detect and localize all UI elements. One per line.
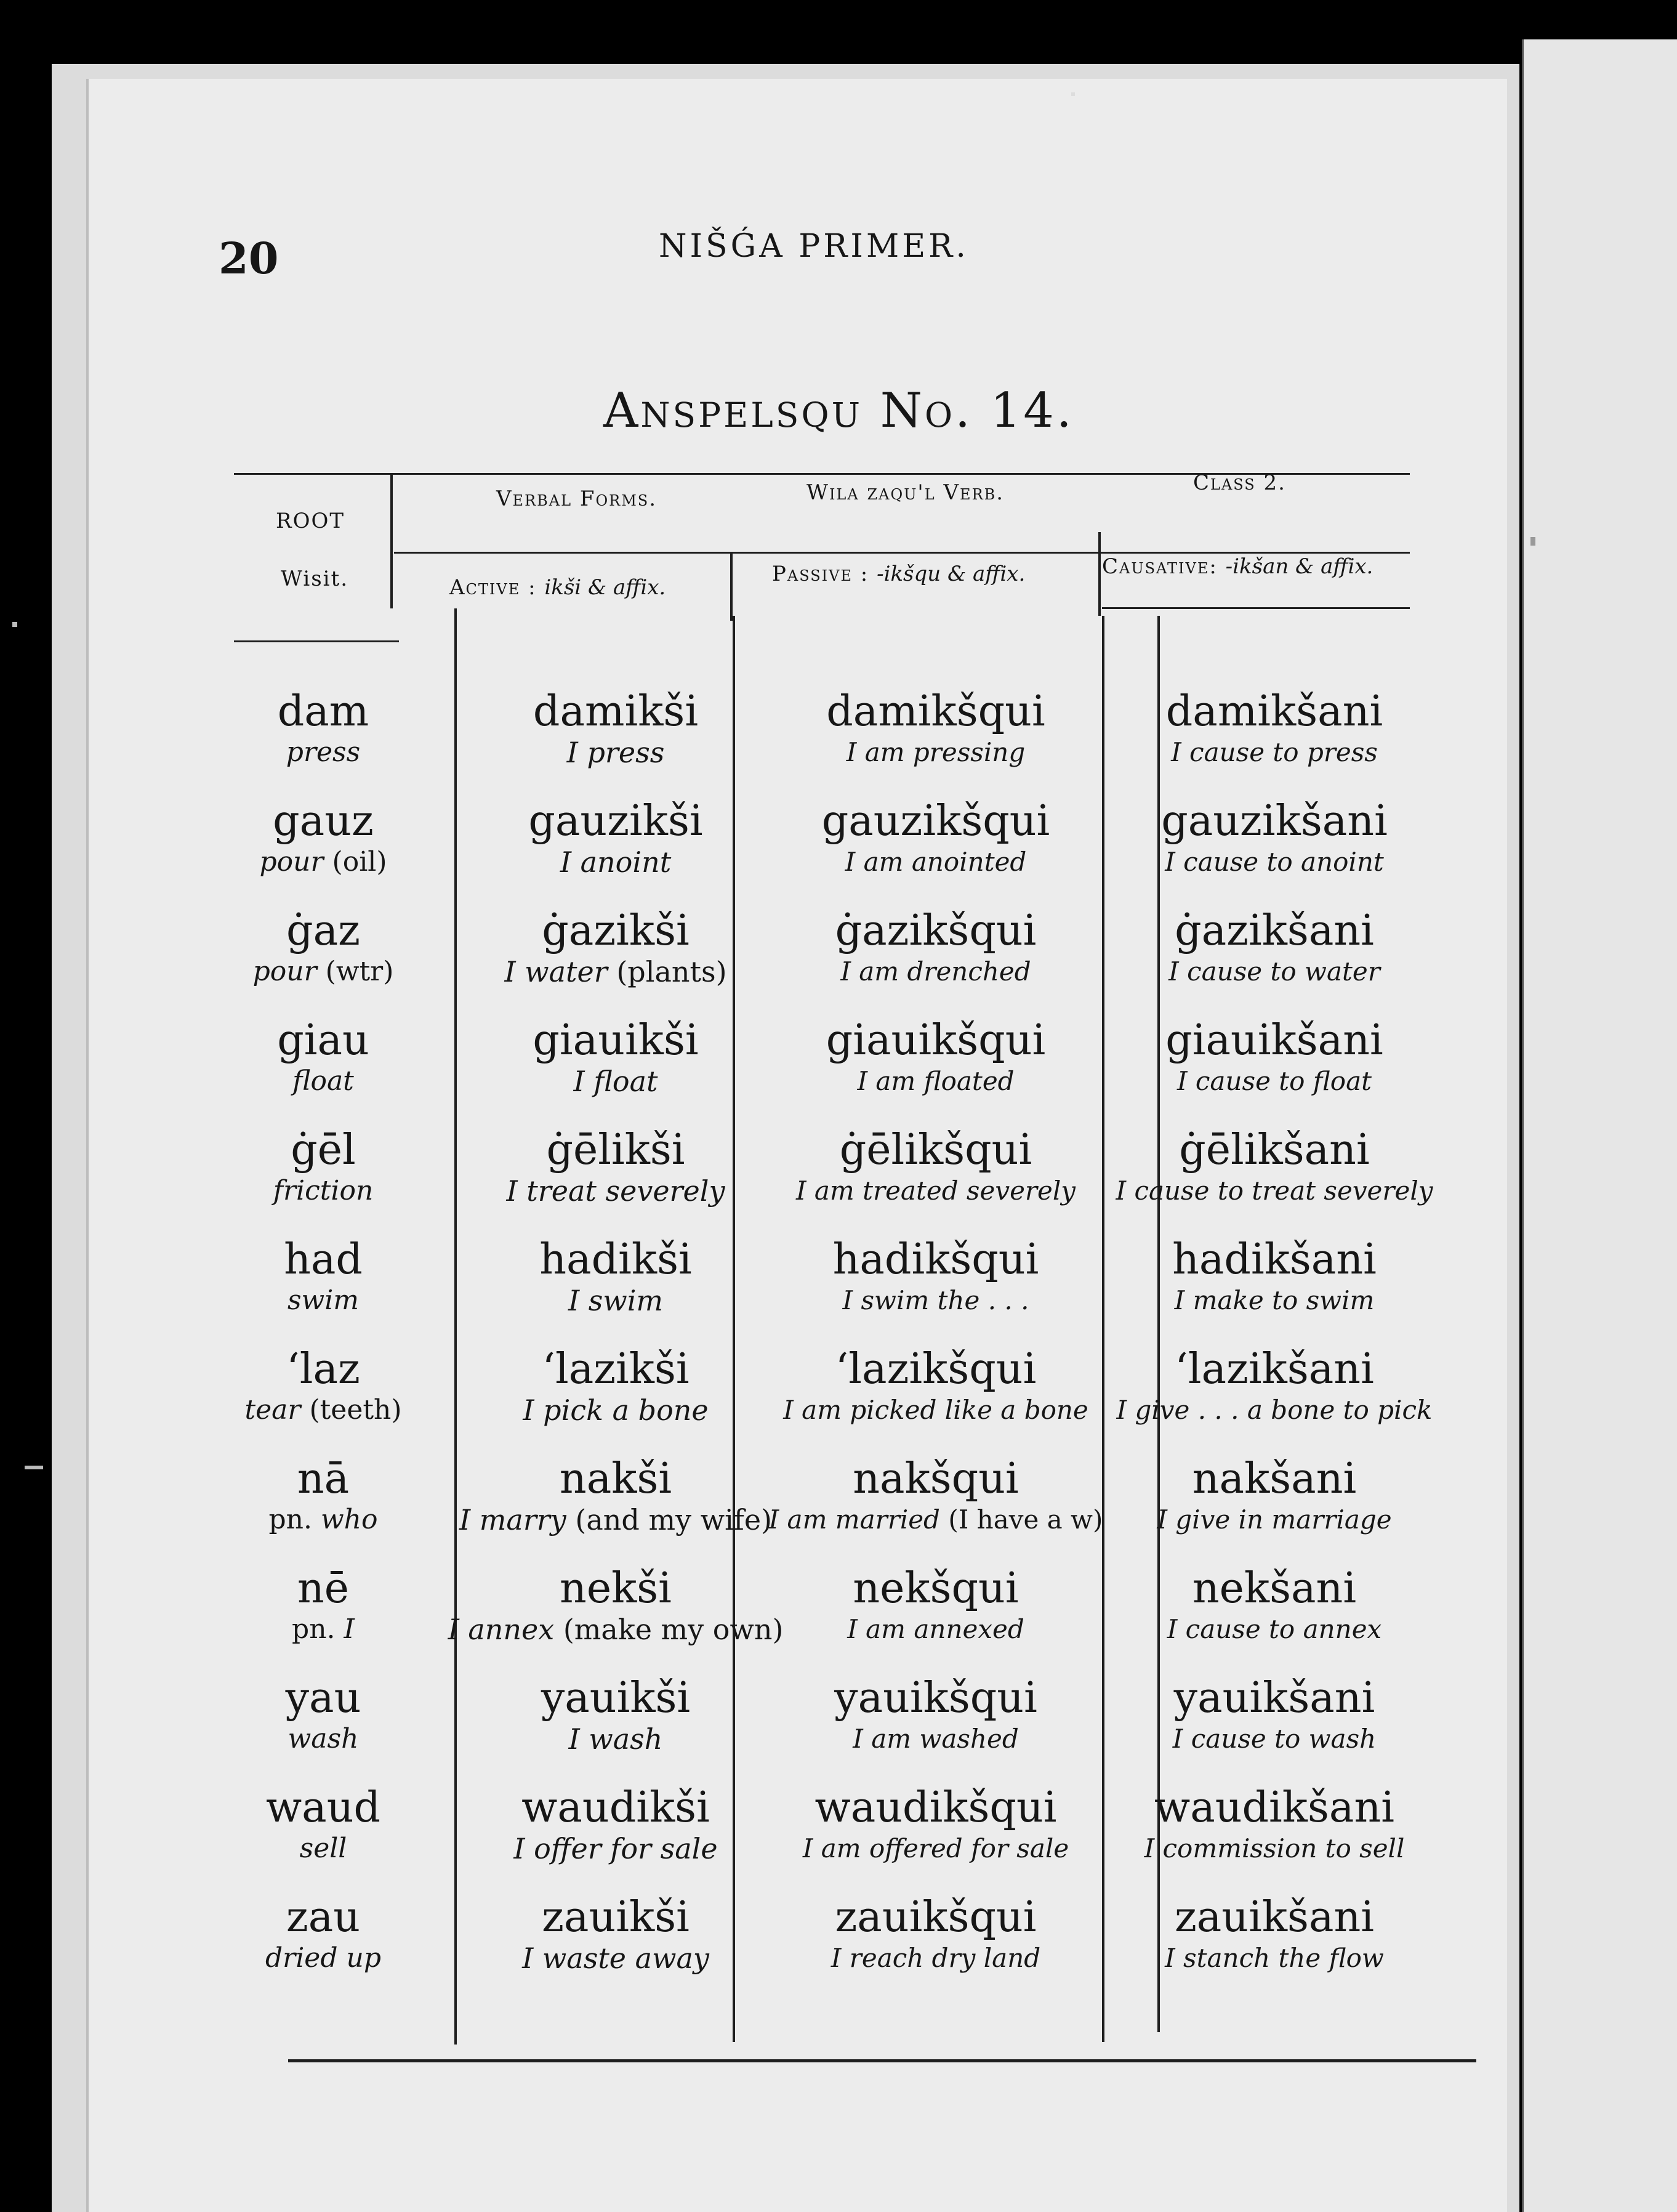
- causative-cell: [1090, 798, 1459, 879]
- passive-cell: [739, 1127, 1133, 1208]
- causative-cell: [1090, 1456, 1459, 1537]
- causative-word: nekšani: [1192, 1564, 1357, 1613]
- root-gloss-text: who: [321, 1504, 378, 1535]
- passive-word: ʻlazikšqui: [835, 1345, 1037, 1394]
- root-gloss: [234, 735, 412, 770]
- header-divider-passive: [1098, 532, 1101, 616]
- causative-word: hadikšani: [1172, 1235, 1377, 1284]
- passive-gloss: [739, 1831, 1133, 1866]
- active-gloss-text: I annex: [448, 1613, 555, 1646]
- active-gloss-text: I wash: [568, 1722, 663, 1756]
- root-word: zau: [286, 1893, 361, 1942]
- passive-cell: [739, 688, 1133, 770]
- root-gloss-text: pour: [259, 846, 324, 878]
- root-gloss-text: swim: [287, 1285, 360, 1316]
- passive-gloss: [739, 1503, 1133, 1537]
- passive-gloss-text: I am anointed: [845, 847, 1027, 877]
- causative-gloss: [1090, 955, 1459, 989]
- causative-cell: [1090, 908, 1459, 989]
- header-passive-affix: -ikšqu & affix.: [877, 562, 1026, 586]
- root-gloss-text: press: [286, 737, 361, 768]
- active-gloss: [443, 845, 788, 879]
- lesson-title: Anspelsqu No. 14.: [603, 383, 1074, 438]
- causative-word: damikšani: [1165, 687, 1383, 736]
- active-cell: [443, 1127, 788, 1208]
- causative-word: waudikšani: [1154, 1783, 1394, 1832]
- page-number: 20: [219, 233, 279, 284]
- causative-gloss: [1090, 1722, 1459, 1756]
- active-gloss-text: I treat severely: [506, 1174, 725, 1208]
- root-cell: [234, 1346, 412, 1427]
- scan-speck: [1071, 92, 1075, 96]
- causative-gloss: [1090, 1174, 1459, 1208]
- active-word: hadikši: [539, 1235, 692, 1284]
- passive-gloss: [739, 1174, 1133, 1208]
- passive-word: yauikšqui: [834, 1674, 1037, 1722]
- passive-gloss: [739, 735, 1133, 770]
- header-mid-rule: [394, 552, 1410, 554]
- header-root: ROOT: [276, 509, 345, 533]
- passive-word: waudikšqui: [814, 1783, 1057, 1832]
- passive-cell: [739, 798, 1133, 879]
- active-gloss-text: I water: [504, 955, 608, 988]
- active-word: nekši: [560, 1564, 672, 1613]
- passive-cell: [739, 1017, 1133, 1099]
- header-wila: Wila zaqu'l Verb.: [806, 480, 1005, 505]
- causative-gloss-text: I commission to sell: [1144, 1833, 1405, 1863]
- passive-word: nakšqui: [853, 1455, 1019, 1503]
- active-word: zauikši: [542, 1893, 690, 1942]
- root-gloss: [234, 1612, 412, 1647]
- root-cell: [234, 1565, 412, 1647]
- passive-cell: [739, 1346, 1133, 1427]
- passive-cell: [739, 1894, 1133, 1976]
- root-word: ġēl: [291, 1126, 356, 1174]
- passive-gloss-text: I am drenched: [840, 956, 1031, 987]
- root-gloss-text: friction: [273, 1175, 374, 1206]
- root-gloss-text: I: [344, 1613, 355, 1645]
- causative-gloss-text: I stanch the flow: [1165, 1943, 1384, 1973]
- passive-gloss: [739, 845, 1133, 879]
- active-word: ġazikši: [542, 906, 690, 955]
- causative-gloss-text: I cause to press: [1171, 737, 1378, 767]
- header-causative-affix: -ikšan & affix.: [1225, 554, 1373, 579]
- root-cell: [234, 908, 412, 989]
- passive-gloss: [739, 1722, 1133, 1756]
- active-gloss-text: I marry: [459, 1503, 566, 1536]
- causative-gloss: [1090, 1503, 1459, 1537]
- active-cell: [443, 1565, 788, 1647]
- root-gloss: [234, 1393, 412, 1427]
- causative-gloss-text: I cause to anoint: [1165, 847, 1384, 877]
- header-root-sub: Wisit.: [281, 567, 349, 591]
- passive-word: ġēlikšqui: [839, 1126, 1032, 1174]
- active-gloss: [443, 1283, 788, 1318]
- header-causative: [1102, 554, 1373, 579]
- root-gloss: [234, 1722, 412, 1756]
- header-active-label: Active :: [449, 575, 537, 600]
- passive-cell: [739, 1785, 1133, 1866]
- root-gloss: [234, 955, 412, 989]
- causative-gloss-text: I give in marriage: [1157, 1504, 1392, 1535]
- passive-word: nekšqui: [853, 1564, 1019, 1613]
- passive-gloss-text: I am annexed: [847, 1614, 1024, 1644]
- passive-word: hadikšqui: [832, 1235, 1039, 1284]
- passive-word: zauikšqui: [835, 1893, 1037, 1942]
- active-gloss: [443, 1831, 788, 1866]
- passive-word: damikšqui: [826, 687, 1045, 736]
- root-gloss-text: tear: [244, 1394, 301, 1426]
- causative-gloss-text: I cause to float: [1176, 1066, 1372, 1096]
- passive-gloss-text: I am pressing: [846, 737, 1026, 767]
- root-gloss: [234, 1503, 412, 1537]
- active-word: yauikši: [541, 1674, 691, 1722]
- root-word: had: [284, 1235, 363, 1284]
- causative-cell: [1090, 688, 1459, 770]
- header-passive-label: Passive :: [772, 562, 869, 586]
- header-divider-root: [390, 473, 393, 608]
- header-divider-active: [730, 552, 733, 621]
- passive-gloss-text: I am floated: [857, 1066, 1015, 1096]
- root-word: ʻlaz: [286, 1345, 360, 1394]
- header-causative-rule: [1102, 607, 1410, 609]
- root-cell: [234, 688, 412, 770]
- passive-gloss: [739, 1393, 1133, 1427]
- root-word: gauz: [273, 797, 374, 846]
- causative-cell: [1090, 1894, 1459, 1976]
- root-word: waud: [265, 1783, 381, 1832]
- passive-word: gauzikšqui: [821, 797, 1050, 846]
- active-gloss: [443, 1393, 788, 1427]
- facing-page-edge: [1522, 39, 1677, 2212]
- active-gloss: [443, 1941, 788, 1976]
- active-cell: [443, 1785, 788, 1866]
- passive-word: ġazikšqui: [835, 906, 1037, 955]
- passive-gloss-text: I am picked like a bone: [783, 1395, 1088, 1425]
- root-cell: [234, 1894, 412, 1976]
- root-gloss-text: wash: [288, 1723, 359, 1754]
- active-gloss-text: I offer for sale: [513, 1832, 718, 1865]
- root-cell: [234, 1127, 412, 1208]
- active-word: nakši: [559, 1455, 672, 1503]
- root-gloss-extra: pn.: [268, 1504, 312, 1535]
- passive-gloss: [739, 955, 1133, 989]
- root-gloss: [234, 1941, 412, 1976]
- root-gloss-text: pour: [252, 956, 317, 987]
- causative-gloss: [1090, 1831, 1459, 1866]
- root-gloss: [234, 1283, 412, 1318]
- root-word: giau: [277, 1016, 369, 1065]
- root-cell: [234, 1017, 412, 1099]
- passive-gloss: [739, 1941, 1133, 1976]
- causative-gloss: [1090, 1393, 1459, 1427]
- causative-gloss-text: I give . . . a bone to pick: [1116, 1395, 1433, 1425]
- causative-word: nakšani: [1192, 1455, 1357, 1503]
- active-cell: [443, 1017, 788, 1099]
- passive-cell: [739, 1237, 1133, 1318]
- table-bottom-rule: [288, 2059, 1476, 2062]
- causative-gloss: [1090, 1283, 1459, 1318]
- causative-gloss-text: I cause to annex: [1167, 1614, 1382, 1644]
- causative-gloss: [1090, 1064, 1459, 1099]
- passive-gloss-text: I swim the . . .: [842, 1285, 1029, 1315]
- header-active: [449, 575, 666, 600]
- causative-cell: [1090, 1237, 1459, 1318]
- active-word: ġēlikši: [546, 1126, 685, 1174]
- root-cell: [234, 1675, 412, 1756]
- causative-cell: [1090, 1565, 1459, 1647]
- root-gloss: [234, 1064, 412, 1099]
- root-gloss: [234, 1174, 412, 1208]
- active-gloss: [443, 1612, 788, 1647]
- active-gloss-text: I waste away: [522, 1942, 709, 1975]
- active-gloss: [443, 1174, 788, 1208]
- causative-word: ġēlikšani: [1179, 1126, 1370, 1174]
- active-cell: [443, 798, 788, 879]
- causative-cell: [1090, 1346, 1459, 1427]
- root-gloss-text: float: [292, 1065, 354, 1097]
- scan-speck: [1530, 537, 1535, 546]
- active-cell: [443, 1456, 788, 1537]
- causative-word: ʻlazikšani: [1175, 1345, 1374, 1394]
- causative-gloss-text: I cause to wash: [1172, 1724, 1377, 1754]
- passive-gloss-text: I am washed: [853, 1724, 1019, 1754]
- causative-gloss: [1090, 845, 1459, 879]
- passive-gloss-text: I am treated severely: [795, 1176, 1076, 1206]
- causative-gloss-text: I make to swim: [1174, 1285, 1375, 1315]
- root-cell: [234, 798, 412, 879]
- running-head: NIŠǴA PRIMER.: [659, 228, 969, 265]
- root-gloss-extra: (teeth): [309, 1394, 402, 1426]
- root-gloss-text: dried up: [265, 1942, 381, 1974]
- header-root-rule: [234, 640, 399, 642]
- root-word: ġaz: [286, 906, 360, 955]
- causative-gloss-text: I cause to water: [1168, 956, 1380, 987]
- active-gloss: [443, 1064, 788, 1099]
- header-verbal-forms: Verbal Forms.: [496, 486, 658, 511]
- causative-gloss: [1090, 735, 1459, 770]
- passive-word: giauikšqui: [826, 1016, 1046, 1065]
- passive-gloss-text: I am offered for sale: [802, 1833, 1069, 1863]
- causative-word: ġazikšani: [1175, 906, 1374, 955]
- active-gloss-text: I press: [566, 736, 665, 769]
- active-cell: [443, 1894, 788, 1976]
- root-gloss: [234, 845, 412, 879]
- header-active-affix: ikši & affix.: [544, 575, 666, 600]
- scan-speck: [25, 1466, 43, 1469]
- active-gloss-extra: (plants): [616, 955, 727, 988]
- root-word: nē: [297, 1564, 350, 1613]
- active-cell: [443, 908, 788, 989]
- causative-cell: [1090, 1127, 1459, 1208]
- root-gloss: [234, 1831, 412, 1866]
- passive-gloss-extra: (I have a w): [948, 1504, 1103, 1535]
- passive-cell: [739, 1456, 1133, 1537]
- passive-cell: [739, 908, 1133, 989]
- active-gloss: [443, 735, 788, 770]
- causative-cell: [1090, 1675, 1459, 1756]
- causative-gloss: [1090, 1941, 1459, 1976]
- root-word: nā: [297, 1455, 350, 1503]
- causative-gloss-text: I cause to treat severely: [1116, 1176, 1433, 1206]
- root-word: dam: [277, 687, 369, 736]
- causative-word: yauikšani: [1173, 1674, 1375, 1722]
- passive-cell: [739, 1675, 1133, 1756]
- root-gloss-extra: (oil): [332, 846, 387, 878]
- scan-speck: [12, 622, 17, 627]
- active-gloss-text: I float: [573, 1065, 658, 1098]
- active-word: waudikši: [521, 1783, 710, 1832]
- causative-cell: [1090, 1017, 1459, 1099]
- causative-word: gauzikšani: [1161, 797, 1388, 846]
- root-cell: [234, 1456, 412, 1537]
- header-class: Class 2.: [1193, 470, 1286, 495]
- root-cell: [234, 1785, 412, 1866]
- active-gloss: [443, 1722, 788, 1756]
- passive-cell: [739, 1565, 1133, 1647]
- root-gloss-extra: pn.: [292, 1613, 336, 1645]
- causative-cell: [1090, 1785, 1459, 1866]
- root-word: yau: [285, 1674, 361, 1722]
- active-gloss-extra: (make my own): [563, 1613, 784, 1646]
- passive-gloss-text: I am married: [768, 1504, 940, 1535]
- active-word: giauikši: [533, 1016, 699, 1065]
- active-cell: [443, 1237, 788, 1318]
- root-gloss-extra: (wtr): [325, 956, 394, 987]
- active-gloss-text: I anoint: [560, 846, 672, 879]
- active-cell: [443, 688, 788, 770]
- causative-gloss: [1090, 1612, 1459, 1647]
- root-cell: [234, 1237, 412, 1318]
- passive-gloss-text: I reach dry land: [830, 1943, 1041, 1973]
- header-passive: [772, 562, 1025, 586]
- passive-gloss: [739, 1283, 1133, 1318]
- active-cell: [443, 1675, 788, 1756]
- active-gloss-text: I pick a bone: [523, 1394, 709, 1427]
- header-causative-label: Causative:: [1102, 554, 1218, 579]
- active-gloss: [443, 955, 788, 989]
- active-word: ʻlazikši: [542, 1345, 690, 1394]
- active-gloss-text: I swim: [568, 1284, 664, 1317]
- root-gloss-text: sell: [299, 1833, 347, 1864]
- passive-gloss: [739, 1064, 1133, 1099]
- active-word: damikši: [533, 687, 699, 736]
- causative-word: giauikšani: [1165, 1016, 1383, 1065]
- active-cell: [443, 1346, 788, 1427]
- causative-word: zauikšani: [1174, 1893, 1375, 1942]
- active-word: gauzikši: [528, 797, 703, 846]
- passive-gloss: [739, 1612, 1133, 1647]
- active-gloss: [443, 1503, 788, 1537]
- active-gloss-extra: (and my wife): [575, 1503, 772, 1536]
